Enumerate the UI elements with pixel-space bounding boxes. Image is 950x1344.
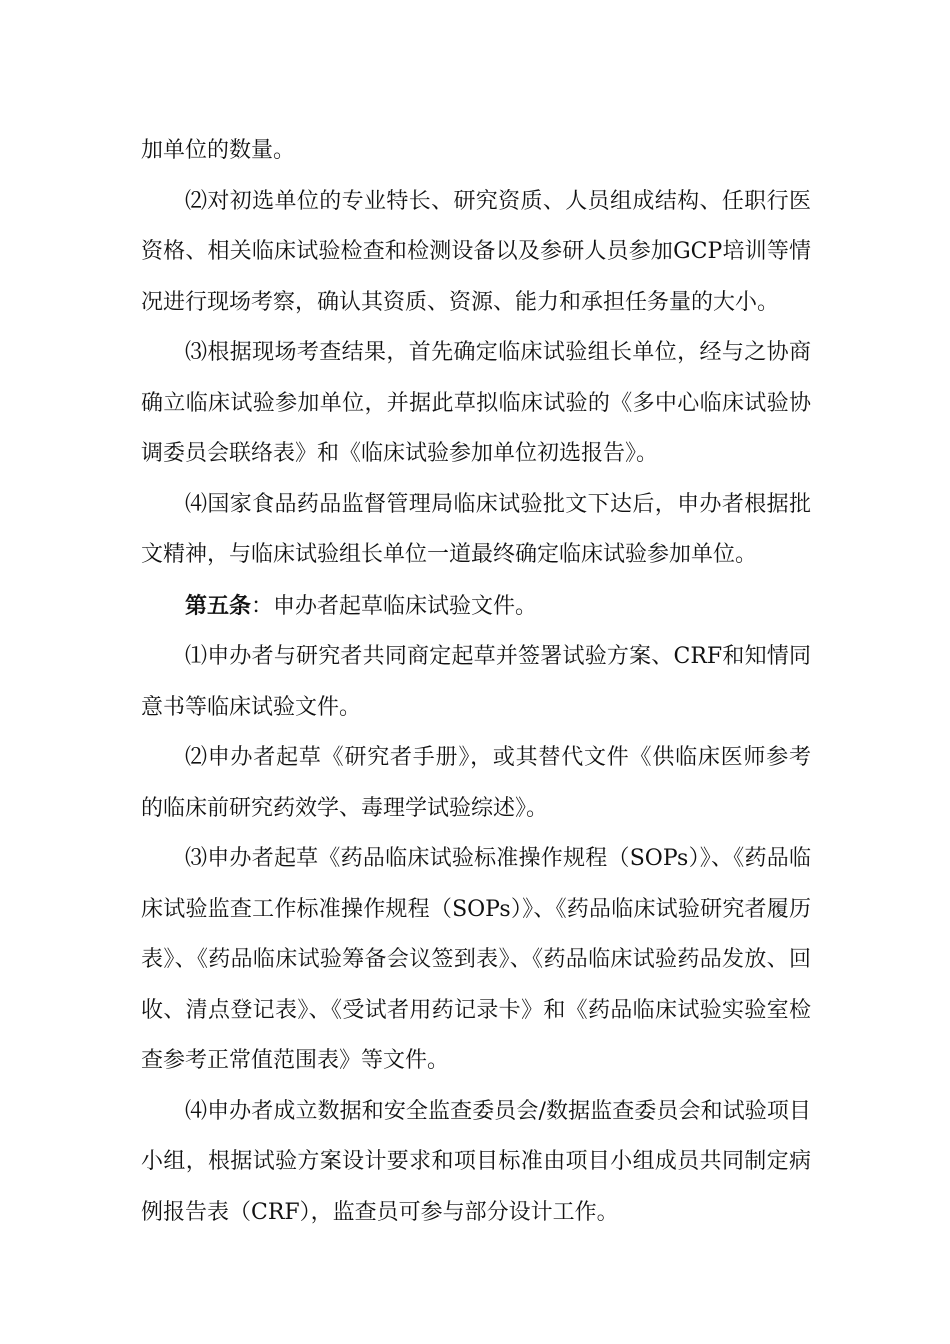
paragraph-item-4: ⑷国家食品药品监督管理局临床试验批文下达后，申办者根据批文精神，与临床试验组长单位一道最终确定临床试验参加单位。 (141, 491, 811, 567)
paragraph-item-2: ⑵对初选单位的专业特长、研究资质、人员组成结构、任职行医资格、相关临床试验检查和检测设备以及参研人员参加GCP培训等情况进行现场考察，确认其资质、资源、能力和承担任务量的大小。 (141, 188, 811, 315)
paragraph-continuation: 加单位的数量。 (141, 138, 296, 163)
article-5-text: ：申办者起草临床试验文件。 (251, 593, 538, 619)
article-5-heading (141, 581, 811, 633)
paragraph-item-5-3: ⑶申办者起草《药品临床试验标准操作规程（SOPs）》、《药品临床试验监查工作标准操作规程（SOPs）》、《药品临床试验研究者履历表》、《药品临床试验筹备会议签到表》、《药品临床试验药品发放、回收、清点登记表》、《受试者用药记录卡》和《药品临床试验实验室检查参考正常值范围表》等文件。 (141, 846, 811, 1073)
paragraph-item-5-4: ⑷申办者成立数据和安全监查委员会/数据监查委员会和试验项目小组，根据试验方案设计要求和项目标准由项目小组成员共同制定病例报告表（CRF），监查员可参与部分设计工作。 (141, 1098, 811, 1225)
document-body (141, 126, 811, 1238)
article-5-label: 第五条 (185, 592, 252, 619)
paragraph-item-3: ⑶根据现场考查结果，首先确定临床试验组长单位，经与之协商确立临床试验参加单位，并据此草拟临床试验的《多中心临床试验协调委员会联络表》和《临床试验参加单位初选报告》。 (141, 340, 811, 466)
paragraph-item-5-1: ⑴申办者与研究者共同商定起草并签署试验方案、CRF和知情同意书等临床试验文件。 (141, 644, 811, 720)
paragraph-item-5-2: ⑵申办者起草《研究者手册》，或其替代文件《供临床医师参考的临床前研究药效学、毒理学试验综述》。 (141, 745, 811, 821)
